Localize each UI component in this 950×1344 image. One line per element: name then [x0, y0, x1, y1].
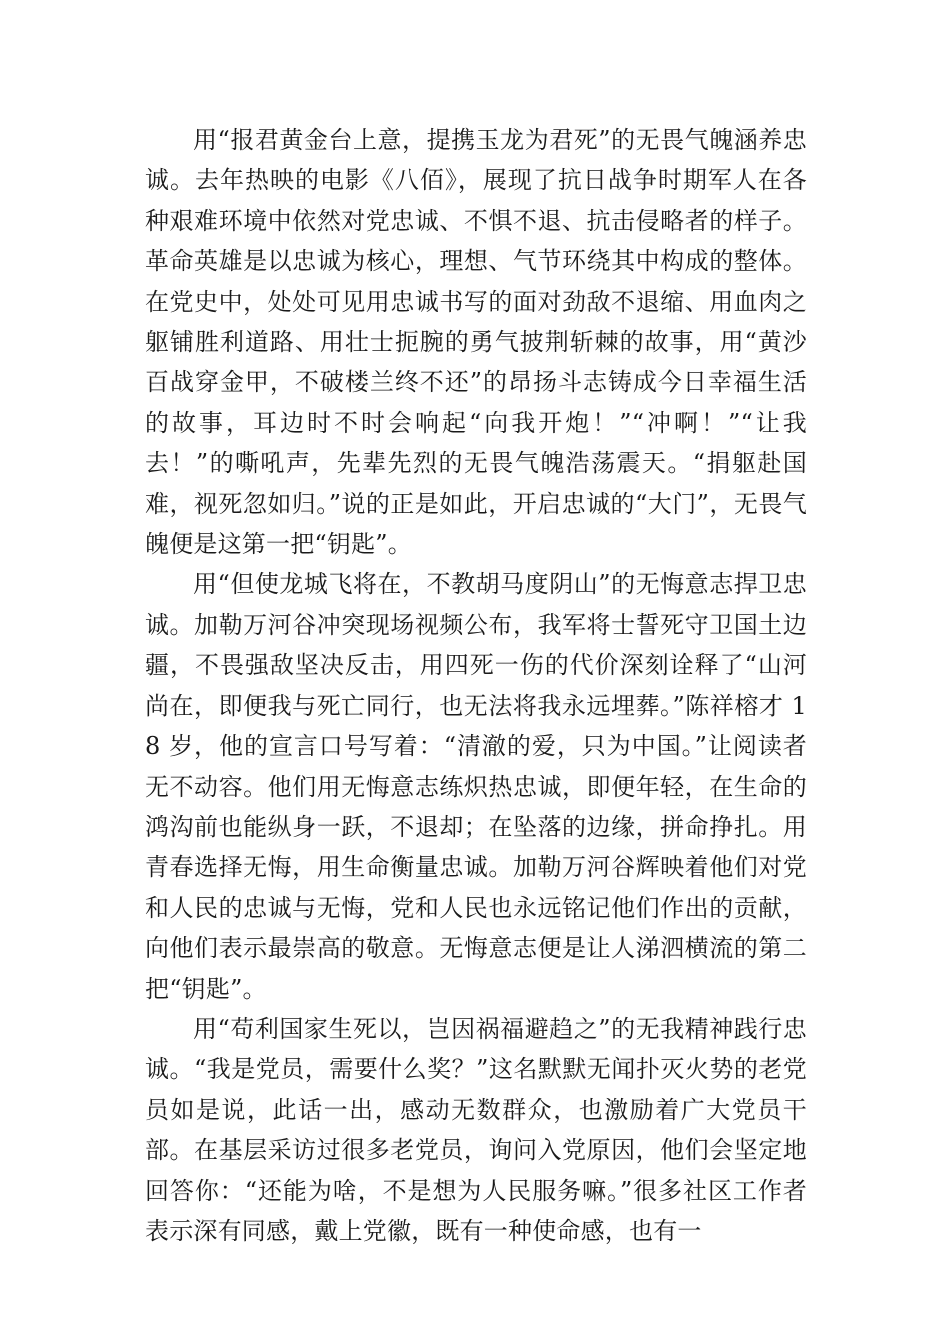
paragraph-fearless-spirit: 用“报君黄金台上意，提携玉龙为君死”的无畏气魄涵养忠诚。去年热映的电影《八佰》，展现了抗日战争时期军人在各种艰难环境中依然对党忠诚、不惧不退、抗击侵略者的样子。革命英雄是以忠诚为核心，理想、气节环绕其中构成的整体。在党史中，处处可见用忠诚书写的面对劲敌不退缩、用血肉之躯铺胜利道路、用壮士扼腕的勇气披荆斩棘的故事，用“黄沙百战穿金甲，不破楼兰终不还”的昂扬斗志铸成今日幸福生活的故事，耳边时不时会响起“向我开炮！”“冲啊！”“让我去！”的嘶吼声，先辈先烈的无畏气魄浩荡震天。“捐躯赴国难，视死忽如归。”说的正是如此，开启忠诚的“大门”，无畏气魄便是这第一把“钥匙”。 [145, 126, 807, 559]
paragraph-selfless-spirit: 用“苟利国家生死以，岂因祸福避趋之”的无我精神践行忠诚。“我是党员，需要什么奖？”这名默默无闻扑灭火势的老党员如是说，此话一出，感动无数群众，也激励着广大党员干部。在基层采访过很多老党员，询问入党原因，他们会坚定地回答你：“还能为啥，不是想为人民服务嘛。”很多社区工作者表示深有同感，戴上党徽，既有一种使命感，也有一 [145, 1014, 807, 1245]
document-page [145, 120, 807, 1251]
paragraph-no-regret-will: 用“但使龙城飞将在，不教胡马度阴山”的无悔意志捍卫忠诚。加勒万河谷冲突现场视频公布，我军将士誓死守卫国土边疆，不畏强敌坚决反击，用四死一伤的代价深刻诠释了“山河尚在，即便我与死亡同行，也无法将我永远埋葬。”陈祥榕才 18 岁，他的宣言口号写着：“清澈的爱，只为中国。”让阅读者无不动容。他们用无悔意志练炽热忠诚，即便年轻，在生命的鸿沟前也能纵身一跃，不退却；在坠落的边缘，拼命挣扎。用青春选择无悔，用生命衡量忠诚。加勒万河谷辉映着他们对党和人民的忠诚与无悔，党和人民也永远铭记他们作出的贡献，向他们表示最崇高的敬意。无悔意志便是让人涕泗横流的第二把“钥匙”。 [145, 570, 807, 1003]
